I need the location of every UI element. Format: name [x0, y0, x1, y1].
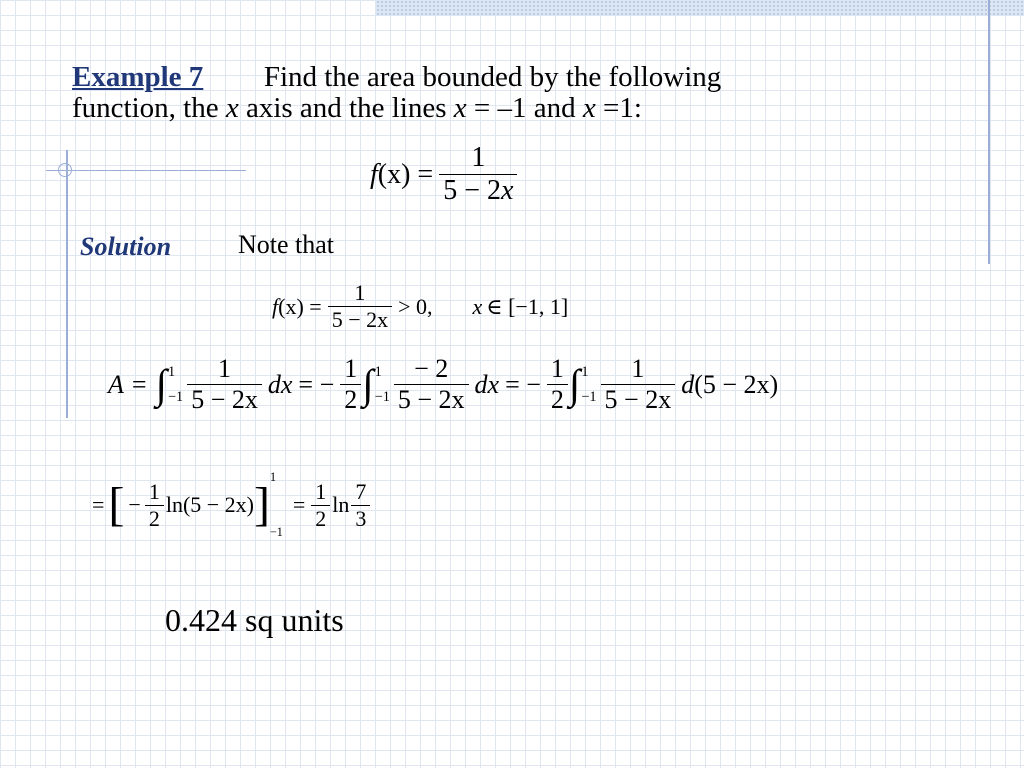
result-evaluation: = [ − $\frac{1}{2}$ ln(5 − 2x) ] 1 −1 = $\frac{1}{2}$ ln $\frac{7}{3}$ [92, 470, 370, 540]
problem-line-2: function, the x axis and the lines x = –1 and x =1: [72, 92, 642, 124]
header-decor-band [376, 0, 1024, 16]
bracket-open: [ [108, 478, 125, 531]
crosshair-icon [54, 159, 76, 181]
note-text: Note that [238, 230, 335, 259]
bracket-close: ] [254, 478, 270, 531]
area-integral: A = ∫ 1 −1 $\frac{1}{5 - 2x}$ dx = − $\frac{1}{2}$ ∫ 1 −1 $\frac{- 2}{5 - 2x}$ dx = − $\frac{1}{2}$ ∫ 1 −1 $\frac{1}{5 - 2x}$ d (5 − 2x) [108, 354, 779, 414]
solution-label: Solution [80, 232, 172, 261]
example-label: Example 7 [72, 61, 204, 93]
positivity-statement: f (x) = $\frac{1}{5 - 2x}$ > 0, x ∈ [−1, 1] [272, 280, 569, 332]
function-definition: f (x) = $\frac{1}{5 - 2x}$ [370, 142, 517, 207]
final-answer: 0.424 sq units [165, 602, 344, 638]
example-heading [72, 62, 721, 93]
decor-vertical-line-left [66, 150, 68, 418]
problem-line-1: Find the area bounded by the following [263, 61, 722, 93]
decor-vertical-line-right [988, 0, 990, 264]
decor-horizontal-line [46, 170, 246, 171]
function-fraction: $\frac{1}{5 - 2x}$ [439, 142, 517, 207]
